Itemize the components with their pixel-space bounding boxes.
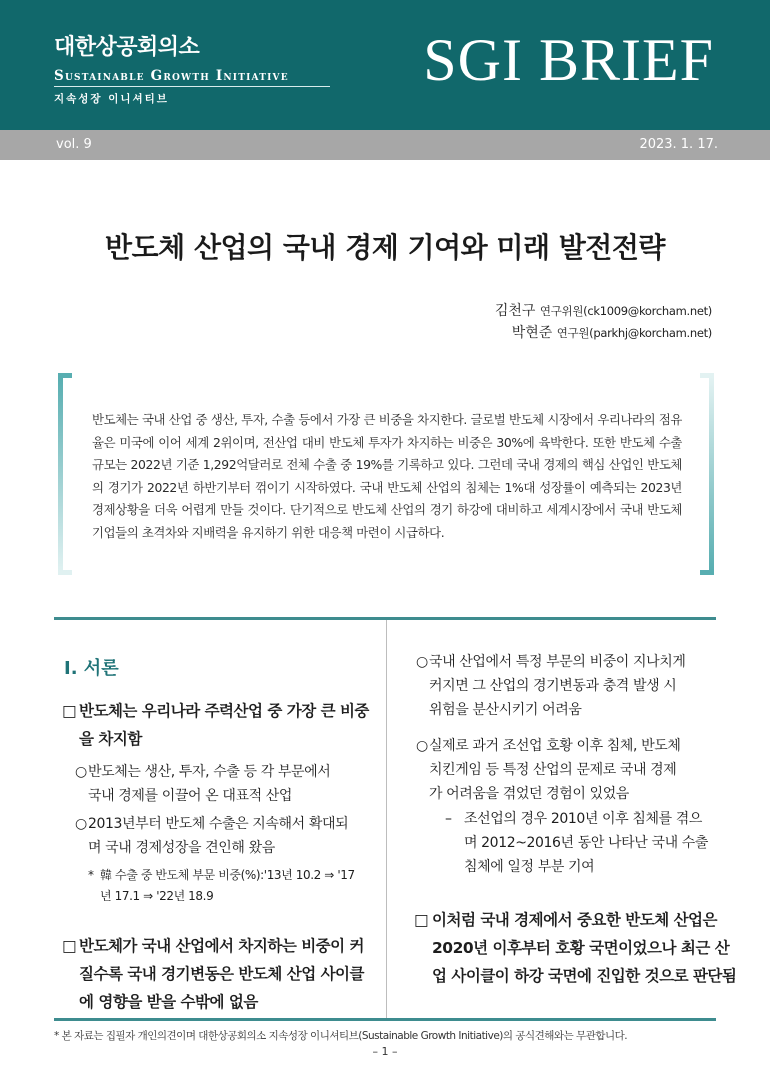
summary-bracket-right: [700, 373, 714, 575]
bullet-line: 업 사이클이 하강 국면에 진입한 것으로 판단됨: [432, 967, 737, 985]
bullet-line: 며 국내 경제성장을 견인해 왔음: [88, 840, 275, 856]
circle-bullet-icon: ○: [416, 738, 428, 754]
author-2: [512, 322, 712, 342]
bullet-circle-1: [75, 760, 330, 808]
bullet-line: 국내 경제를 이끌어 온 대표적 산업: [88, 788, 292, 804]
bullet-line: 2020년 이후부터 호황 국면이었으나 최근 산: [432, 939, 730, 957]
author-role: 연구원(parkhj@korcham.net): [556, 326, 712, 340]
bullet-line: 침체에 일정 부분 기여: [464, 859, 595, 875]
author-name: 박현준: [511, 325, 553, 341]
circle-bullet-icon: ○: [75, 816, 87, 832]
square-bullet-icon: □: [414, 911, 429, 929]
page-title: 반도체 산업의 국내 경제 기여와 미래 발전전략: [105, 231, 665, 264]
page-number: – 1 –: [372, 1045, 398, 1058]
bullet-line: 며 2012~2016년 동안 나타난 국내 수출: [464, 835, 709, 851]
author-role: 연구위원(ck1009@korcham.net): [539, 304, 712, 318]
bullet-line: 조선업의 경우 2010년 이후 침체를 겪으: [464, 811, 703, 827]
section-rule-bottom: [54, 1018, 716, 1021]
bullet-line: 위험을 분산시키기 어려움: [429, 702, 582, 718]
column-divider: [386, 620, 387, 1018]
section-rule-top: [54, 617, 716, 620]
bullet-line: 에 영향을 받을 수밖에 없음: [79, 993, 258, 1011]
dash-bullet-icon: –: [445, 811, 452, 827]
note-line: 韓 수출 중 반도체 부문 비중(%):'13년 10.2 ⇒ '17: [100, 868, 355, 882]
bullet-line: 질수록 국내 경기변동은 반도체 산업 사이클: [79, 965, 364, 983]
bullet-line: 치킨게임 등 특정 산업의 문제로 국내 경제: [429, 762, 677, 778]
asterisk-icon: *: [88, 868, 94, 882]
bullet-square-2: [62, 932, 364, 1016]
right-bullet-circle-1: [416, 650, 685, 722]
square-bullet-icon: □: [62, 702, 77, 720]
bullet-line: 커지면 그 산업의 경기변동과 충격 발생 시: [429, 678, 677, 694]
right-bullet-circle-2: [416, 734, 680, 806]
volume-label: vol. 9: [56, 137, 92, 152]
bullet-line: 실제로 과거 조선업 호황 이후 침체, 반도체: [429, 738, 681, 754]
bullet-circle-2: [75, 812, 348, 860]
bullet-line: 반도체가 국내 산업에서 차지하는 비중이 커: [79, 937, 364, 955]
square-bullet-icon: □: [62, 937, 77, 955]
issue-date: 2023. 1. 17.: [639, 137, 718, 152]
right-bullet-square-1: [414, 906, 736, 990]
summary-bracket-left: [58, 373, 72, 575]
section-heading: Ⅰ. 서론: [64, 658, 119, 679]
footnote: * 본 자료는 집필자 개인의견이며 대한상공회의소 지속성장 이니셔티브(Sustainable Growth Initiative)의 공식견해와는 무관합니다.: [54, 1030, 628, 1042]
author-1: [495, 300, 712, 320]
bullet-line: 2013년부터 반도체 수출은 지속해서 확대되: [88, 816, 349, 832]
brand-title: SGI BRIEF: [423, 27, 714, 93]
summary-box: [58, 373, 714, 575]
bullet-line: 가 어려움을 겪었던 경험이 있었음: [429, 786, 629, 802]
note-line: 년 17.1 ⇒ '22년 18.9: [100, 889, 214, 903]
bullet-line: 이처럼 국내 경제에서 중요한 반도체 산업은: [432, 911, 717, 929]
org-subtitle: 지속성장 이니셔티브: [54, 93, 169, 105]
org-name-korean: 대한상공회의소: [54, 35, 200, 60]
note-1: [88, 865, 355, 907]
bullet-line: 을 차지함: [79, 730, 142, 748]
circle-bullet-icon: ○: [416, 654, 428, 670]
bullet-line: 반도체는 우리나라 주력산업 중 가장 큰 비중: [79, 702, 369, 720]
circle-bullet-icon: ○: [75, 764, 87, 780]
right-dash-item-1: [445, 807, 708, 879]
author-name: 김천구: [494, 303, 536, 319]
org-name-underline: [54, 86, 330, 87]
bullet-line: 국내 산업에서 특정 부문의 비중이 지나치게: [429, 654, 686, 670]
bullet-line: 반도체는 생산, 투자, 수출 등 각 부문에서: [88, 764, 331, 780]
org-name-english: Sustainable Growth Initiative: [54, 68, 289, 84]
bullet-square-1: [62, 697, 369, 753]
summary-text: 반도체는 국내 산업 중 생산, 투자, 수출 등에서 가장 큰 비중을 차지한다. 글로벌 반도체 시장에서 우리나라의 점유율은 미국에 이어 세계 2위이며, 전산업 대비 반도체 투자가 차지하는 비중은 30%에 육박한다. 또한 반도체 수출 규모는 2022년 기준 1,292억달러로 전체 수출 중 19%를 기록하고 있다. 그런데 국내 경제의 핵심 산업인 반도체의 경기가 2022년 하반기부터 꺾이기 시작하였다. 국내 반도체 산업의 침체는 1%대 성장률이 예측되는 2023년 경제상황을 더욱 어렵게 만들 것이다. 단기적으로 반도체 산업의 경기 하강에 대비하고 세계시장에서 국내 반도체 기업들의 초격차와 지배력을 유지하기 위한 대응책 마련이 시급하다.: [92, 412, 682, 540]
